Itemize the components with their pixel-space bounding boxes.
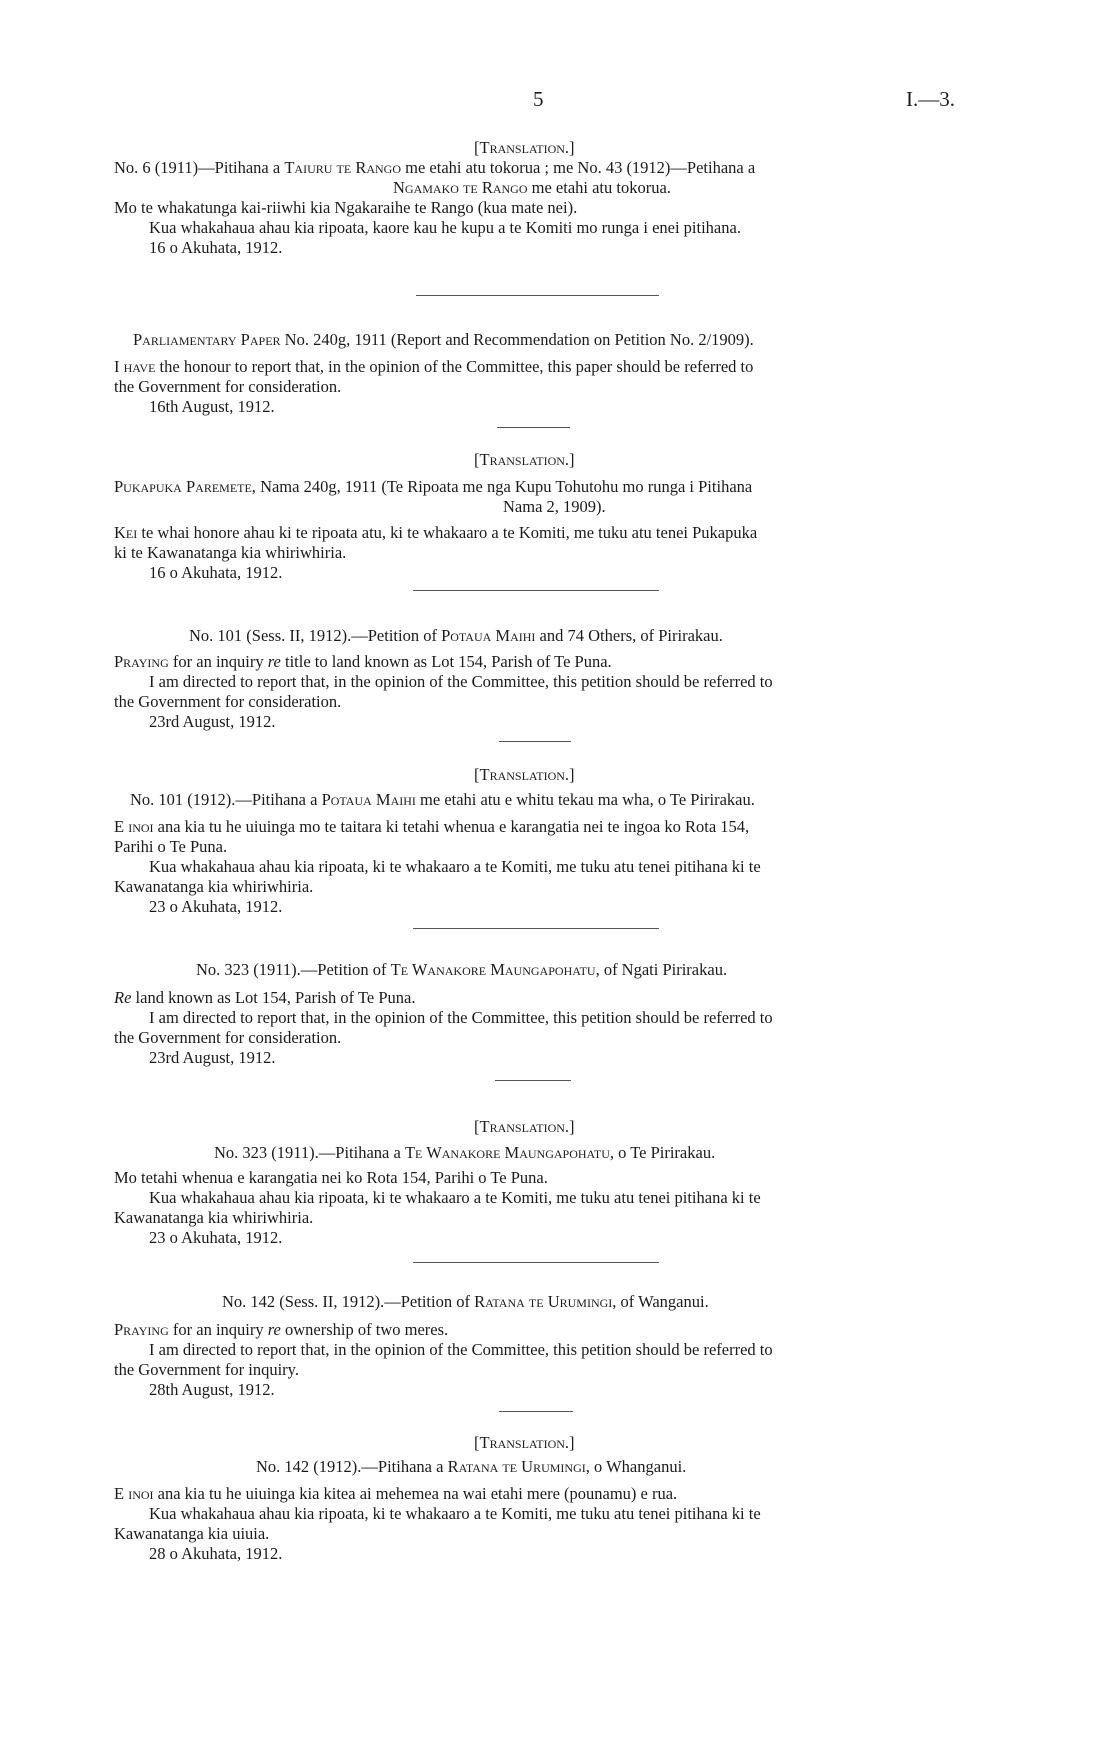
body-line: the Government for consideration. [114,377,342,396]
section-heading: No. 323 (1911).—Petition of Te Wanakore Maungapohatu, of Ngati Pirirakau. [196,960,728,979]
date-line: 23 o Akuhata, 1912. [149,1228,283,1247]
section-divider [413,590,659,591]
body-line: Kawanatanga kia uiuia. [114,1524,270,1543]
section-heading: No. 142 (1912).—Pitihana a Ratana te Urumingi, o Whanganui. [256,1457,687,1476]
translation-label: [Translation.] [474,450,575,469]
body-line: Mo tetahi whenua e karangatia nei ko Rota 154, Parihi o Te Puna. [114,1168,548,1187]
document-reference: I.—3. [906,87,955,111]
body-line: Kua whakahaua ahau kia ripoata, ki te whakaaro a te Komiti, me tuku atu tenei pitihana ki te [149,1504,761,1523]
petitioner-name: Te Wanakore Maungapohatu [390,960,596,979]
body-line: Kei te whai honore ahau ki te ripoata atu, ki te whakaaro a te Komiti, me tuku atu tenei Pukapuka [114,523,758,542]
petitioner-name: Ngamako te Rango [393,178,528,197]
petitioner-name: Taiuru te Rango [284,158,401,177]
body-line: Mo te whakatunga kai-riiwhi kia Ngakaraihe te Rango (kua mate nei). [114,198,578,217]
body-line: I am directed to report that, in the opinion of the Committee, this petition should be referred to [149,1008,773,1027]
translation-label: [Translation.] [474,1433,575,1452]
body-line: the Government for consideration. [114,692,342,711]
translation-label: [Translation.] [474,765,575,784]
section-divider [413,928,659,929]
petitioner-name: Ratana te Urumingi [447,1457,586,1476]
section-heading: No. 101 (Sess. II, 1912).—Petition of Potaua Maihi and 74 Others, of Pirirakau. [189,626,723,645]
section-heading: Parliamentary Paper No. 240g, 1911 (Report and Recommendation on Petition No. 2/1909). [133,330,754,349]
body-line: the Government for inquiry. [114,1360,299,1379]
section-heading: No. 6 (1911)—Pitihana a Taiuru te Rango me etahi atu tokorua ; me No. 43 (1912)—Petihana a [114,158,756,177]
translation-label: [Translation.] [474,138,575,157]
date-line: 28th August, 1912. [149,1380,275,1399]
section-heading-continued: Nama 2, 1909). [503,497,606,516]
petitioner-name: Ratana te Urumingi [474,1292,613,1311]
section-divider [416,295,659,296]
body-line: Kua whakahaua ahau kia ripoata, ki te whakaaro a te Komiti, me tuku atu tenei pitihana ki te [149,857,761,876]
date-line: 23rd August, 1912. [149,1048,276,1067]
section-heading: No. 323 (1911).—Pitihana a Te Wanakore Maungapohatu, o Te Pirirakau. [214,1143,716,1162]
date-line: 23rd August, 1912. [149,712,276,731]
section-divider [499,1411,573,1412]
body-line: Praying for an inquiry re ownership of two meres. [114,1320,449,1339]
body-line: Kawanatanga kia whiriwhiria. [114,1208,314,1227]
body-line: Kawanatanga kia whiriwhiria. [114,877,314,896]
date-line: 16 o Akuhata, 1912. [149,238,283,257]
body-line: I am directed to report that, in the opinion of the Committee, this petition should be referred to [149,672,773,691]
date-line: 23 o Akuhata, 1912. [149,897,283,916]
body-line: E inoi ana kia tu he uiuinga mo te taitara ki tetahi whenua e karangatia nei te ingoa ko Rota 154, [114,817,750,836]
petitioner-name: Te Wanakore Maungapohatu [404,1143,610,1162]
translation-label: [Translation.] [474,1117,575,1136]
petitioner-name: Potaua Maihi [441,626,536,645]
section-divider [497,427,570,428]
body-line: Re land known as Lot 154, Parish of Te Puna. [114,988,416,1007]
date-line: 16th August, 1912. [149,397,275,416]
petitioner-name: Potaua Maihi [321,790,416,809]
page-number: 5 [533,87,544,111]
section-heading-continued: Ngamako te Rango me etahi atu tokorua. [393,178,671,197]
body-line: Parihi o Te Puna. [114,837,228,856]
section-divider [413,1262,659,1263]
body-line: the Government for consideration. [114,1028,342,1047]
body-line: Praying for an inquiry re title to land known as Lot 154, Parish of Te Puna. [114,652,612,671]
section-heading: No. 101 (1912).—Pitihana a Potaua Maihi me etahi atu e whitu tekau ma wha, o Te Pirirakau. [130,790,755,809]
body-line: Kua whakahaua ahau kia ripoata, ki te whakaaro a te Komiti, me tuku atu tenei pitihana ki te [149,1188,761,1207]
body-line: E inoi ana kia tu he uiuinga kia kitea ai mehemea na wai etahi mere (pounamu) e rua. [114,1484,678,1503]
section-divider [495,1080,571,1081]
body-line: ki te Kawanatanga kia whiriwhiria. [114,543,347,562]
section-heading: No. 142 (Sess. II, 1912).—Petition of Ratana te Urumingi, of Wanganui. [222,1292,709,1311]
section-divider [499,741,571,742]
date-line: 28 o Akuhata, 1912. [149,1544,283,1563]
body-line: Kua whakahaua ahau kia ripoata, kaore kau he kupu a te Komiti mo runga i enei pitihana. [149,218,741,237]
body-line: I have the honour to report that, in the opinion of the Committee, this paper should be referred to [114,357,754,376]
date-line: 16 o Akuhata, 1912. [149,563,283,582]
section-heading: Pukapuka Paremete, Nama 240g, 1911 (Te Ripoata me nga Kupu Tohutohu mo runga i Pitihana [114,477,753,496]
body-line: I am directed to report that, in the opinion of the Committee, this petition should be referred to [149,1340,773,1359]
